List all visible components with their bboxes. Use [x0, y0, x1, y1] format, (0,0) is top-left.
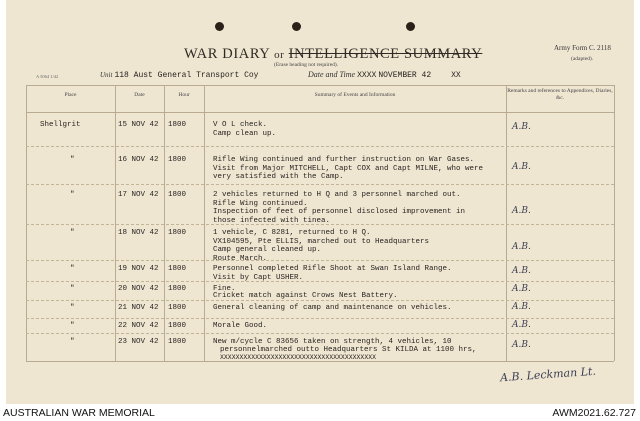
entry-summary-line: those infected with tinea.	[213, 216, 331, 225]
entry-summary-line: Personnel completed Rifle Shoot at Swan Island Range.	[213, 265, 452, 273]
row-rule	[26, 146, 614, 147]
entry-date: 18 NOV 42	[118, 229, 159, 237]
entry-summary-line: Fine.	[213, 285, 236, 293]
column-rule	[115, 85, 116, 361]
entry-initials: A.B.	[512, 242, 531, 252]
title-subtitle: (Erase heading not required).	[274, 62, 339, 68]
entry-place: "	[70, 285, 75, 293]
corner-note: A 5064 1/42	[36, 74, 59, 79]
column-rule	[26, 85, 27, 361]
unit-value: 118 Aust General Transport Coy	[114, 71, 259, 80]
column-header-hour: Hour	[178, 92, 190, 98]
date-mark: XX	[451, 71, 461, 80]
entry-summary-line: Rifle Wing continued.	[213, 199, 308, 208]
entry-date: 23 NOV 42	[118, 338, 159, 346]
entry-initials: A.B.	[512, 340, 531, 350]
row-rule	[26, 318, 614, 319]
unit-line	[100, 70, 258, 80]
entry-date: 22 NOV 42	[118, 322, 159, 330]
entry-hour: 1800	[168, 191, 187, 199]
entry-summary-line: New m/cycle C 83656 taken on strength, 4 vehicles, 10	[213, 338, 452, 346]
entry-hour: 1800	[168, 229, 187, 237]
column-header-summary: Summary of Events and Information	[314, 92, 396, 98]
entry-summary-line: VX104595, Pte ELLIS, marched out to Headquarters	[213, 237, 430, 246]
entry-summary-line: Camp clean up.	[213, 129, 277, 138]
form-label: Army Form C. 2118	[554, 44, 611, 52]
entry-summary-line: very satisfied with the Camp.	[213, 173, 344, 181]
entry-summary-line: Camp general cleaned up.	[213, 246, 322, 254]
entry-place: "	[70, 304, 75, 312]
entry-summary-line: Cricket match against Crows Nest Battery.	[213, 292, 398, 300]
entry-initials: A.B.	[512, 284, 531, 294]
entry-hour: 1800	[168, 156, 187, 164]
entry-date: 15 NOV 42	[118, 121, 159, 129]
entry-summary-line: Route March.	[213, 254, 268, 263]
row-rule	[26, 281, 614, 282]
column-rule	[164, 85, 165, 361]
diary-sheet	[6, 0, 634, 404]
entry-date: 21 NOV 42	[118, 304, 159, 312]
row-rule	[26, 333, 614, 334]
entry-hour: 1800	[168, 304, 187, 312]
entry-summary-line: Rifle Wing continued and further instruction on War Gases.	[213, 156, 475, 164]
entry-initials: A.B.	[512, 320, 531, 330]
entry-summary-line: Visit by Capt USHER.	[213, 273, 304, 282]
date-line	[308, 70, 461, 80]
column-rule	[614, 85, 615, 361]
entry-date: 20 NOV 42	[118, 285, 159, 293]
entry-date: 19 NOV 42	[118, 265, 159, 273]
column-rule	[204, 85, 205, 361]
column-header-remarks: Remarks and references to Appendices, Diaries, &c.	[507, 88, 613, 101]
entry-place: "	[70, 322, 75, 330]
entry-summary-line: General cleaning of camp and maintenance on vehicles.	[213, 304, 452, 312]
row-rule	[26, 260, 614, 261]
punch-hole	[215, 22, 224, 31]
entry-date: 16 NOV 42	[118, 156, 159, 164]
form-adapted: (adapted).	[571, 56, 594, 62]
entry-summary-line: Visit from Major MITCHELL, Capt COX and Capt MILNE, who were	[213, 164, 484, 173]
entry-summary-line: Morale Good.	[213, 322, 268, 330]
entry-place: "	[70, 229, 75, 237]
page-title	[184, 46, 482, 63]
entry-place: "	[70, 265, 75, 273]
column-rule	[506, 85, 507, 361]
entry-place: "	[70, 191, 75, 199]
column-header-place: Place	[64, 92, 77, 98]
entry-hour: 1800	[168, 265, 187, 273]
entry-initials: A.B.	[512, 266, 531, 276]
date-value: NOVEMBER 42	[378, 71, 432, 80]
column-header-date: Date	[134, 92, 145, 98]
title-struck: INTELLIGENCE SUMMARY	[288, 46, 483, 62]
entry-hour: 1800	[168, 121, 187, 129]
entry-place: Shellgrit	[40, 121, 81, 129]
entry-summary-line: Inspection of feet of personnel disclosed improvement in	[213, 208, 466, 216]
entry-place: "	[70, 338, 75, 346]
entry-initials: A.B.	[512, 206, 531, 216]
entry-summary-line: XXXXXXXXXXXXXXXXXXXXXXXXXXXXXXXXXXXXXXXX	[220, 353, 377, 361]
entry-initials: A.B.	[512, 162, 531, 172]
entry-hour: 1800	[168, 322, 187, 330]
title-or: or	[274, 49, 285, 61]
date-struck: XXXX	[357, 71, 377, 80]
punch-hole	[406, 22, 415, 31]
credit-left: AUSTRALIAN WAR MEMORIAL	[3, 407, 155, 419]
entry-summary-line: V O L check.	[213, 121, 268, 129]
entry-hour: 1800	[168, 338, 187, 346]
credit-right: AWM2021.62.727	[552, 407, 636, 419]
punch-hole	[292, 22, 301, 31]
title-main: WAR DIARY	[184, 46, 270, 62]
entry-initials: A.B.	[512, 302, 531, 312]
entry-initials: A.B.	[512, 122, 531, 132]
entry-summary-line: personnelmarched outto Headquarters St KILDA at 1100 hrs,	[220, 346, 477, 354]
entry-date: 17 NOV 42	[118, 191, 159, 199]
officer-signature: A.B. Leckman Lt.	[499, 364, 597, 385]
unit-label: Unit	[100, 71, 113, 79]
entry-summary-line: 2 vehicles returned to H Q and 3 personnel marched out.	[213, 191, 461, 199]
row-rule	[26, 184, 614, 185]
date-label: Date and Time	[308, 70, 356, 79]
entry-hour: 1800	[168, 285, 187, 293]
entry-place: "	[70, 156, 75, 164]
entry-summary-line: 1 vehicle, C 8281, returned to H Q.	[213, 229, 371, 237]
